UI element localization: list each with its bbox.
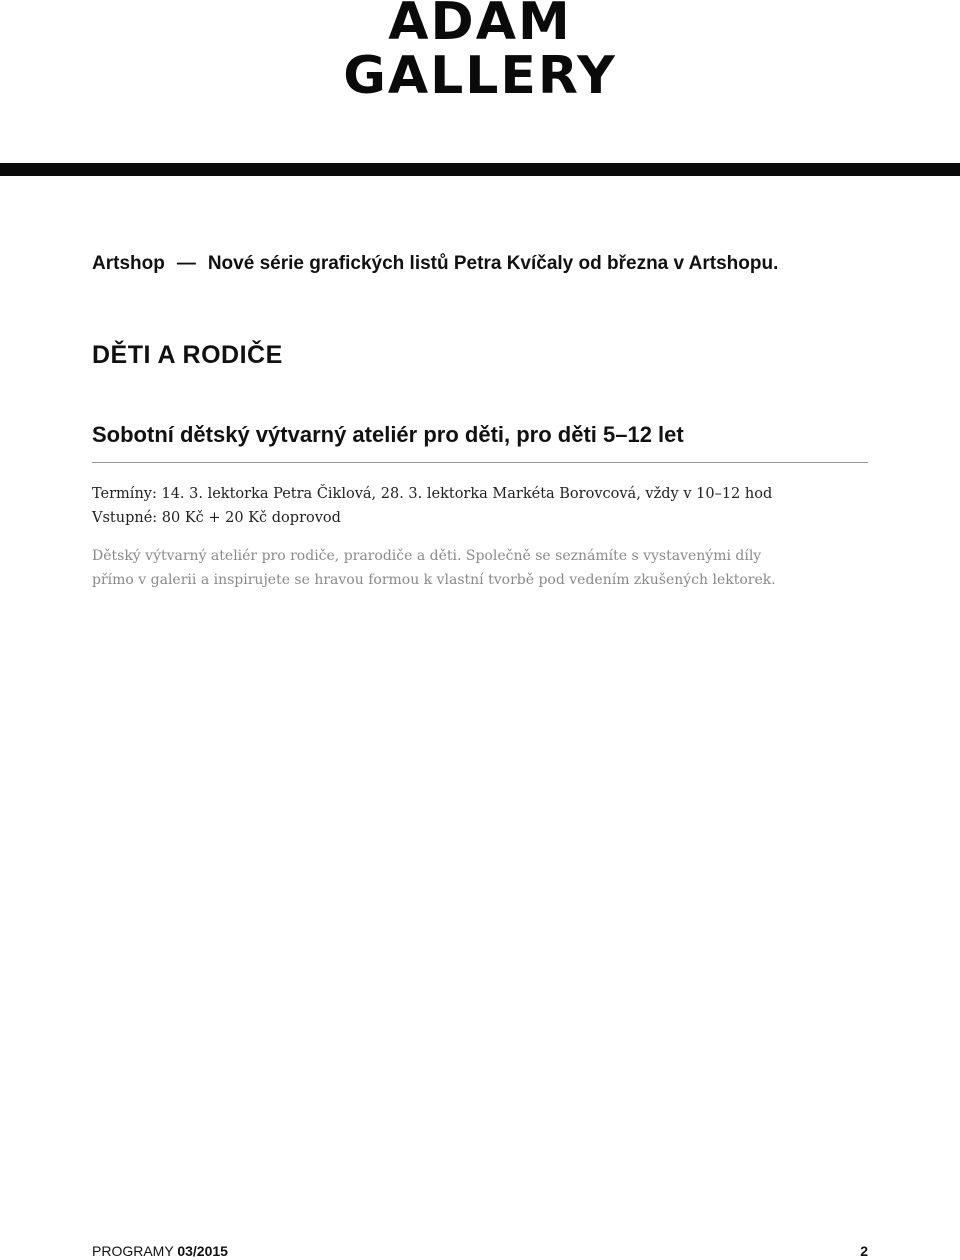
event-title: Sobotní dětský výtvarný ateliér pro děti, pro děti 5–12 let xyxy=(92,422,684,447)
artshop-dash: — xyxy=(176,253,196,274)
artshop-announcement xyxy=(92,253,778,275)
section-title: DĚTI A RODIČE xyxy=(92,341,283,369)
logo-line-adam: ADAM xyxy=(388,0,572,52)
footer-issue: 03/2015 xyxy=(177,1243,228,1259)
header-divider xyxy=(0,163,960,176)
artshop-text: Nové série grafických listů Petra Kvíčaly od března v Artshopu. xyxy=(207,253,779,274)
event-divider xyxy=(92,462,868,463)
gallery-logo xyxy=(0,0,960,106)
footer-label: PROGRAMY xyxy=(92,1243,174,1259)
event-description-line-1: Dětský výtvarný ateliér pro rodiče, prarodiče a děti. Společně se seznámíte s vystavenými díly xyxy=(92,548,762,564)
logo-line-gallery: GALLERY xyxy=(343,46,617,106)
footer-publication xyxy=(92,1243,228,1259)
event-description-line-2: přímo v galerii a inspirujete se hravou formou k vlastní tvorbě pod vedením zkušených lektorek. xyxy=(92,572,776,588)
event-admission: Vstupné: 80 Kč + 20 Kč doprovod xyxy=(92,510,341,526)
event-terms: Termíny: 14. 3. lektorka Petra Čiklová, 28. 3. lektorka Markéta Borovcová, vždy v 10–12 hod xyxy=(92,486,773,502)
page-number: 2 xyxy=(860,1243,868,1259)
artshop-label: Artshop xyxy=(92,253,165,274)
